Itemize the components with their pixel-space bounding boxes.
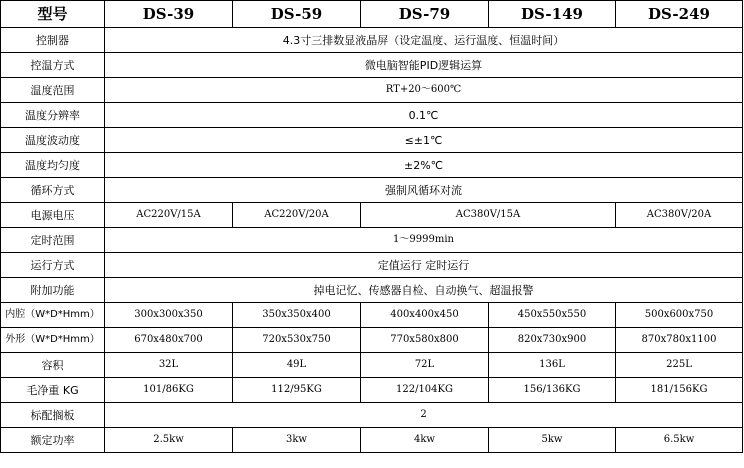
value-inner-ds-79: 400x400x450	[361, 303, 489, 328]
value-power-ds-39: 2.5kw	[105, 428, 233, 453]
value-volume-ds-39: 32L	[105, 353, 233, 378]
row-rated-power	[1, 428, 743, 453]
value-inner-ds-249: 500x600x750	[616, 303, 743, 328]
label-temp-control: 控温方式	[1, 53, 105, 78]
label-controller: 控制器	[1, 28, 105, 53]
row-power-supply	[1, 203, 743, 228]
value-inner-ds-59: 350x350x400	[233, 303, 361, 328]
row-resolution	[1, 103, 743, 128]
row-uniformity	[1, 153, 743, 178]
label-uniformity: 温度均匀度	[1, 153, 105, 178]
value-outer-ds-79: 770x580x800	[361, 328, 489, 353]
value-power-ds-59: 3kw	[233, 428, 361, 453]
value-weight-ds-59: 112/95KG	[233, 378, 361, 403]
value-power-supply-ds-79-149: AC380V/15A	[361, 203, 616, 228]
value-extra-functions: 掉电记忆、传感器自检、自动换气、超温报警	[105, 278, 743, 303]
row-shelves	[1, 403, 743, 428]
value-power-ds-249: 6.5kw	[616, 428, 743, 453]
row-controller	[1, 28, 743, 53]
model-header-label: 型号	[1, 1, 105, 28]
row-circulation	[1, 178, 743, 203]
row-volume	[1, 353, 743, 378]
value-circulation: 强制风循环对流	[105, 178, 743, 203]
label-rated-power: 额定功率	[1, 428, 105, 453]
value-inner-ds-149: 450x550x550	[489, 303, 616, 328]
value-outer-ds-149: 820x730x900	[489, 328, 616, 353]
header-row	[1, 1, 743, 28]
value-weight-ds-39: 101/86KG	[105, 378, 233, 403]
label-timer: 定时范围	[1, 228, 105, 253]
label-temp-range: 温度范围	[1, 78, 105, 103]
value-outer-ds-39: 670x480x700	[105, 328, 233, 353]
label-volume: 容积	[1, 353, 105, 378]
value-run-mode: 定值运行 定时运行	[105, 253, 743, 278]
row-extra-functions	[1, 278, 743, 303]
row-timer	[1, 228, 743, 253]
value-volume-ds-149: 136L	[489, 353, 616, 378]
value-controller: 4.3寸三排数显液晶屏（设定温度、运行温度、恒温时间）	[105, 28, 743, 53]
label-run-mode: 运行方式	[1, 253, 105, 278]
label-circulation: 循环方式	[1, 178, 105, 203]
value-power-ds-149: 5kw	[489, 428, 616, 453]
model-ds-249: DS-249	[616, 1, 743, 28]
model-ds-79: DS-79	[361, 1, 489, 28]
label-extra-functions: 附加功能	[1, 278, 105, 303]
label-power-supply: 电源电压	[1, 203, 105, 228]
value-resolution: 0.1℃	[105, 103, 743, 128]
value-power-supply-ds-59: AC220V/20A	[233, 203, 361, 228]
model-ds-39: DS-39	[105, 1, 233, 28]
value-outer-ds-59: 720x530x750	[233, 328, 361, 353]
value-power-ds-79: 4kw	[361, 428, 489, 453]
value-uniformity: ±2%℃	[105, 153, 743, 178]
value-inner-ds-39: 300x300x350	[105, 303, 233, 328]
label-outer-size: 外形（W*D*Hmm）	[1, 328, 105, 353]
row-run-mode	[1, 253, 743, 278]
value-timer: 1～9999min	[105, 228, 743, 253]
row-temp-control	[1, 53, 743, 78]
value-power-supply-ds-249: AC380V/20A	[616, 203, 743, 228]
value-weight-ds-149: 156/136KG	[489, 378, 616, 403]
row-fluctuation	[1, 128, 743, 153]
value-volume-ds-249: 225L	[616, 353, 743, 378]
row-outer-size	[1, 328, 743, 353]
value-weight-ds-249: 181/156KG	[616, 378, 743, 403]
row-inner-size	[1, 303, 743, 328]
row-temp-range	[1, 78, 743, 103]
label-shelves: 标配搁板	[1, 403, 105, 428]
row-weight	[1, 378, 743, 403]
model-ds-149: DS-149	[489, 1, 616, 28]
value-outer-ds-249: 870x780x1100	[616, 328, 743, 353]
value-fluctuation: ≤±1℃	[105, 128, 743, 153]
value-weight-ds-79: 122/104KG	[361, 378, 489, 403]
model-ds-59: DS-59	[233, 1, 361, 28]
label-inner-size: 内腔（W*D*Hmm）	[1, 303, 105, 328]
value-temp-control: 微电脑智能PID逻辑运算	[105, 53, 743, 78]
label-fluctuation: 温度波动度	[1, 128, 105, 153]
label-weight: 毛净重 KG	[1, 378, 105, 403]
value-temp-range: RT+20～600℃	[105, 78, 743, 103]
label-resolution: 温度分辨率	[1, 103, 105, 128]
value-power-supply-ds-39: AC220V/15A	[105, 203, 233, 228]
value-volume-ds-59: 49L	[233, 353, 361, 378]
value-shelves: 2	[105, 403, 743, 428]
value-volume-ds-79: 72L	[361, 353, 489, 378]
